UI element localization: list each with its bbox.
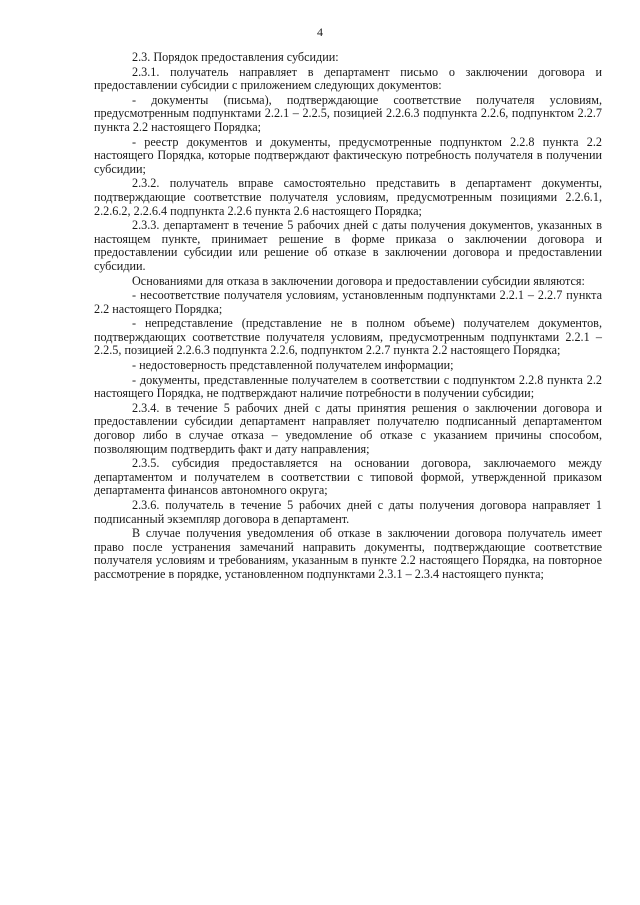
section-heading: 2.3. Порядок предоставления субсидии:: [132, 50, 339, 64]
paragraph: 2.3.4. в течение 5 рабочих дней с даты принятия решения о заключении договора и предоставлении субсидии департамент направляет получателю подписанный департаментом договор либо в случае отказа – уведомление об отказе с указанием причины способом, позволяющим подтвердить факт и дату направления;: [94, 400, 602, 456]
paragraph: 2.3.1. получатель направляет в департамент письмо о заключении договора и предоставлении субсидии с приложением следующих документов:: [94, 64, 602, 93]
document-body: [94, 51, 602, 582]
paragraph: Основаниями для отказа в заключении договора и предоставлении субсидии являются:: [132, 273, 585, 288]
page-number: 4: [317, 25, 323, 39]
paragraph: 2.3.2. получатель вправе самостоятельно представить в департамент документы, подтверждающие соответствие получателя условиям, предусмотренным позициями 2.2.6.1, 2.2.6.2, 2.2.6.4 подпункта 2.2.6 пункта 2.6 настоящего Порядка;: [94, 176, 602, 218]
list-item: - реестр документов и документы, предусмотренные подпунктом 2.2.8 пункта 2.2 настоящего Порядка, которые подтверждают фактическую потребность получателя в получении субсидии;: [94, 134, 602, 176]
list-item: - документы (письма), подтверждающие соответствие получателя условиям, предусмотренным подпунктами 2.2.1 – 2.2.5, позицией 2.2.6.3 подпункта 2.2.6, подпунктом 2.2.7 пункта 2.2 настоящего Порядка;: [94, 92, 602, 134]
paragraph: 2.3.3. департамент в течение 5 рабочих дней с даты получения документов, указанных в настоящем пункте, принимает решение в форме приказа о заключении договора и предоставлении субсидии или решение об отказе в заключении договора и предоставлении субсидии.: [94, 218, 602, 273]
list-item: - несоответствие получателя условиям, установленным подпунктами 2.2.1 – 2.2.7 пункта 2.2 настоящего Порядка;: [94, 288, 602, 316]
paragraph: 2.3.6. получатель в течение 5 рабочих дней с даты получения договора направляет 1 подписанный экземпляр договора в департамент.: [94, 498, 602, 526]
list-item: - недостоверность представленной получателем информации;: [132, 358, 454, 373]
list-item: - непредставление (представление не в полном объеме) получателем документов, подтверждающих соответствие получателя условиям, предусмотренным подпунктами 2.2.1 – 2.2.5, позицией 2.2.6.3 подпункта 2.2.6, подпунктом 2.2.7 пункта 2.2 настоящего Порядка;: [94, 316, 602, 358]
paragraph: В случае получения уведомления об отказе в заключении договора получатель имеет право после устранения замечаний направить документы, подтверждающие соответствие получателя условиям и требованиям, указанным в пункте 2.2 настоящего Порядка, на повторное рассмотрение в порядке, установленном подпунктами 2.3.1 – 2.3.4 настоящего пункта;: [94, 526, 602, 581]
list-item: - документы, представленные получателем в соответствии с подпунктом 2.2.8 пункта 2.2 настоящего Порядка, не подтверждают наличие потребности в получении субсидии;: [94, 372, 602, 401]
paragraph: 2.3.5. субсидия предоставляется на основании договора, заключаемого между департаментом и получателем в соответствии с типовой формой, утвержденной приказом департамента финансов автономного округа;: [94, 456, 602, 498]
